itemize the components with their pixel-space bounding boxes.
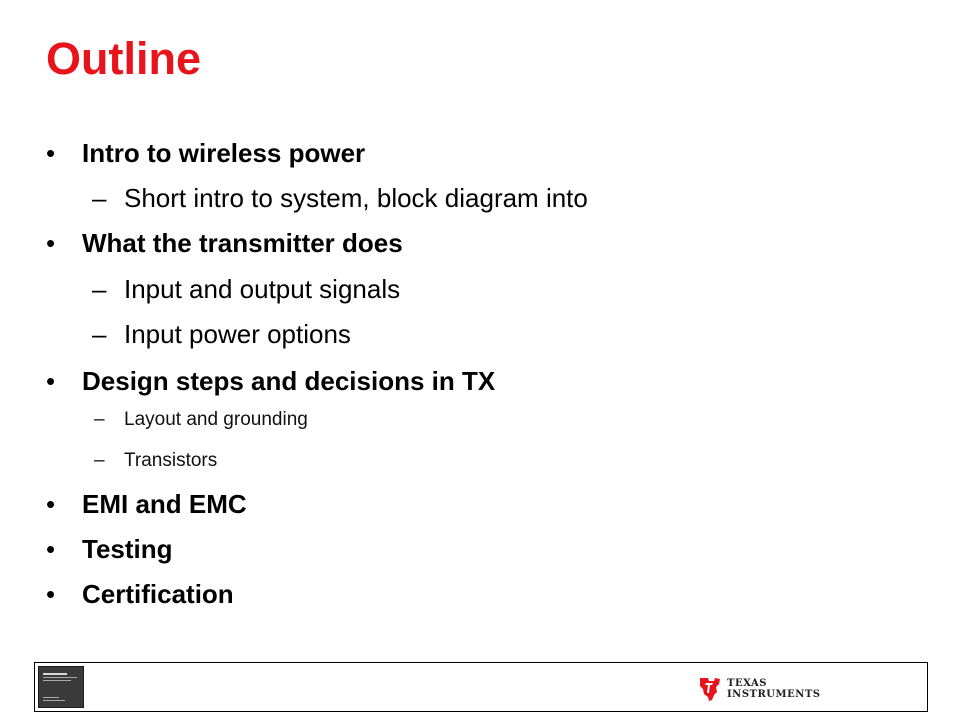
bullet-icon: • <box>46 579 56 609</box>
footer-bar <box>34 662 928 712</box>
dash-icon: – <box>92 274 107 304</box>
bullet-icon: • <box>46 489 56 519</box>
list-item-text: EMI and EMC <box>82 489 247 519</box>
ti-wordmark <box>727 678 821 700</box>
logo-line <box>43 673 67 675</box>
dash-icon: – <box>94 450 105 471</box>
logo-line <box>43 700 65 701</box>
list-item-text: Input power options <box>124 319 351 349</box>
bullet-icon: • <box>46 366 56 396</box>
dash-icon: – <box>92 183 107 213</box>
logo-line <box>43 697 59 698</box>
list-item-text: What the transmitter does <box>82 228 403 258</box>
ti-wordmark-line1: TEXAS <box>727 678 767 689</box>
bqtesla-logo-icon <box>38 666 84 708</box>
list-item-text: Intro to wireless power <box>82 138 366 168</box>
list-item-text: Short intro to system, block diagram into <box>124 183 588 213</box>
ti-wordmark-line2: INSTRUMENTS <box>727 689 821 700</box>
texas-instruments-logo <box>697 675 821 703</box>
list-item-text: Certification <box>82 579 234 609</box>
dash-icon: – <box>94 409 105 430</box>
bullet-icon: • <box>46 228 56 258</box>
list-item-text: Testing <box>82 534 173 564</box>
list-item-text: Design steps and decisions in TX <box>82 366 496 396</box>
logo-line <box>43 677 77 678</box>
list-item-text: Layout and grounding <box>124 409 308 430</box>
slide-title: Outline <box>46 33 201 84</box>
list-item-text: Transistors <box>124 450 218 471</box>
list-item-text: Input and output signals <box>124 274 401 304</box>
bullet-icon: • <box>46 534 56 564</box>
logo-line <box>43 680 71 681</box>
texas-instruments-logo-icon <box>697 675 723 703</box>
bullet-icon: • <box>46 138 56 168</box>
dash-icon: – <box>92 319 107 349</box>
